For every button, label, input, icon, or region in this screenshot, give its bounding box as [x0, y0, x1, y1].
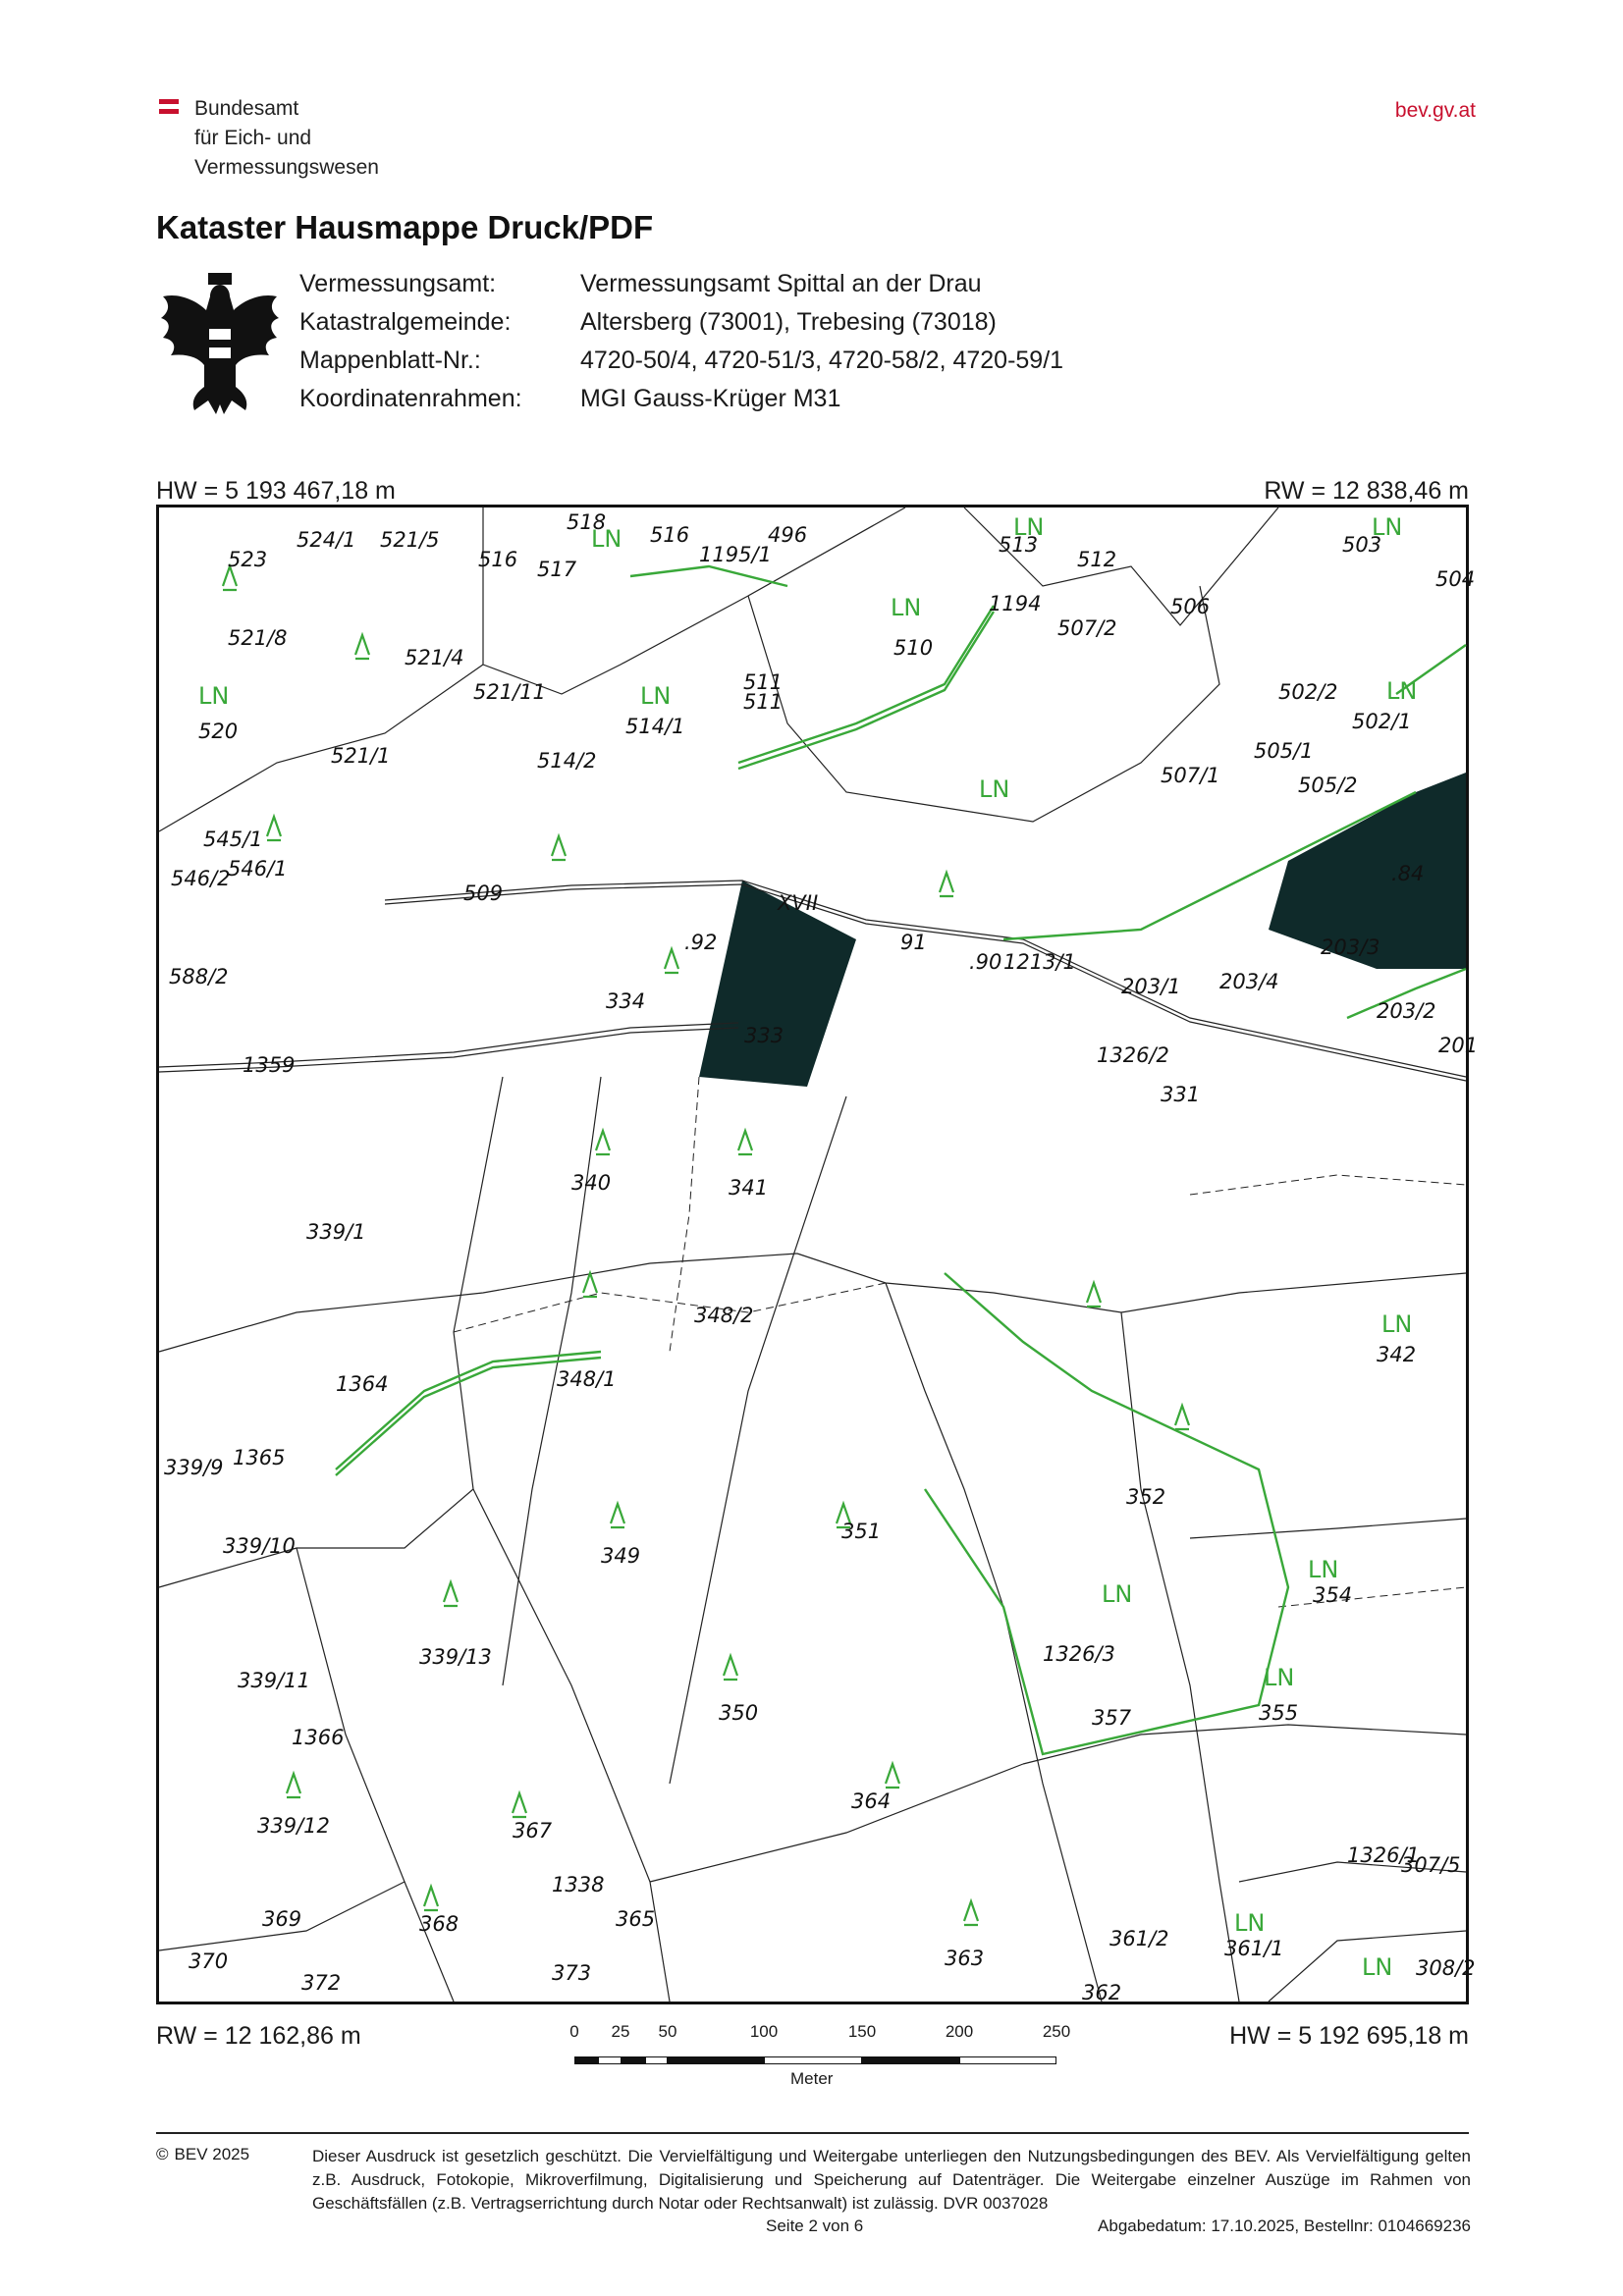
cadastral-map[interactable]: [156, 505, 1479, 2004]
coord-top-left: HW = 5 193 467,18 m: [156, 477, 396, 505]
parcel-label: 523: [228, 548, 268, 571]
ln-marker: LN: [1381, 1310, 1413, 1338]
parcel-label: 331: [1161, 1083, 1201, 1106]
parcel-label: 504: [1435, 567, 1476, 591]
copyright: [156, 2145, 249, 2164]
parcel-label: 354: [1313, 1583, 1353, 1607]
frame-value: MGI Gauss-Krüger M31: [580, 385, 841, 412]
agency-name-line3: Vermessungswesen: [194, 156, 379, 179]
parcel-label: 506: [1170, 595, 1211, 618]
parcel-label: 521/8: [228, 626, 288, 650]
parcel-label: 1326/1: [1347, 1843, 1420, 1867]
parcel-label: 308/2: [1416, 1956, 1476, 1980]
ln-marker: LN: [198, 682, 230, 710]
frame-label: Koordinatenrahmen:: [299, 385, 522, 412]
parcel-label: 365: [616, 1907, 656, 1931]
scale-tick: 100: [749, 2022, 779, 2041]
parcel-label: XVII: [778, 891, 819, 915]
parcel-label: 512: [1077, 548, 1117, 571]
parcel-label: 352: [1126, 1485, 1166, 1509]
parcel-label: 507/2: [1057, 616, 1117, 640]
parcel-label: 362: [1082, 1981, 1122, 2004]
parcel-label: 502/1: [1352, 710, 1412, 733]
scale-tick: 0: [569, 2022, 579, 2041]
ln-marker: LN: [1372, 513, 1403, 541]
parcel-label: 516: [478, 548, 518, 571]
parcel-label: 351: [841, 1520, 882, 1543]
vegetation-symbols: [223, 566, 1189, 1925]
parcel-label: 364: [851, 1789, 892, 1813]
ln-marker: LN: [1386, 677, 1418, 705]
scale-tick: 150: [847, 2022, 877, 2041]
parcel-label: 339/10: [223, 1534, 296, 1558]
parcel-label: 546/2: [171, 867, 231, 890]
ln-marker: LN: [1264, 1664, 1295, 1691]
parcel-label: 588/2: [169, 965, 229, 988]
parcel-label: 1359: [243, 1053, 296, 1077]
parcel-label: 545/1: [203, 828, 263, 851]
parcel-label: 502/2: [1278, 680, 1338, 704]
parcel-label: 1195/1: [699, 543, 772, 566]
parcel-label: 507/1: [1161, 764, 1220, 787]
ln-marker: LN: [1102, 1580, 1133, 1608]
parcel-label: 361/2: [1109, 1927, 1169, 1950]
parcel-label: 361/1: [1224, 1937, 1284, 1960]
ln-marker: LN: [591, 525, 622, 553]
parcel-label: 339/11: [238, 1669, 310, 1692]
coord-bottom-left: RW = 12 162,86 m: [156, 2022, 361, 2050]
parcel-label: 503: [1342, 533, 1382, 557]
scale-tick: 200: [945, 2022, 974, 2041]
parcel-label: 367: [513, 1819, 553, 1842]
parcel-label: 1194: [989, 592, 1042, 615]
parcel-label: 363: [945, 1947, 985, 1970]
dashed-boundaries: [454, 1077, 1466, 1607]
scale-tick: 250: [1042, 2022, 1071, 2041]
parcel-label: 1338: [552, 1873, 605, 1896]
sheet-value: 4720-50/4, 4720-51/3, 4720-58/2, 4720-59/1: [580, 347, 1064, 374]
parcel-label: 339/1: [306, 1220, 366, 1244]
land-use-markers: [198, 513, 1417, 1981]
coord-bottom-right: HW = 5 192 695,18 m: [1229, 2022, 1469, 2050]
parcel-label: 368: [419, 1912, 460, 1936]
office-label: Vermessungsamt:: [299, 270, 497, 297]
parcel-label: 1365: [233, 1446, 286, 1469]
parcel-label: 517: [537, 558, 577, 581]
scale-tick: 25: [611, 2022, 630, 2041]
map-canvas: [159, 507, 1479, 2004]
parcel-label: 355: [1259, 1701, 1299, 1725]
metadata-table: [299, 265, 1063, 418]
parcel-label: 342: [1377, 1343, 1417, 1366]
parcel-label: 340: [571, 1171, 612, 1195]
municipality-label: Katastralgemeinde:: [299, 308, 512, 336]
municipality-value: Altersberg (73001), Trebesing (73018): [580, 308, 997, 336]
parcel-label: 357: [1092, 1706, 1132, 1730]
parcel-label: 513: [999, 533, 1039, 557]
parcel-label: 520: [198, 720, 239, 743]
legal-notice: Dieser Ausdruck ist gesetzlich geschützt. Die Vervielfältigung und Weitergabe unterliegen den Nutzungsbedingungen des BEV. Als Vervielfältigung gelten z.B. Ausdruck, Fotokopie, Mikroverfilmung, Digitalisierung und Speicherung auf Datenträger. Die Weitergabe einzelner Auszüge im Rahmen von Geschäftsfällen (z.B. Vertragserrichtung durch Notar oder Rechtsanwalt) ist zulässig. DVR 0037028: [312, 2147, 1471, 2213]
parcel-label: 521/1: [331, 744, 391, 768]
order-info: Abgabedatum: 17.10.2025, Bestellnr: 0104669236: [1098, 2216, 1471, 2235]
parcel-boundaries: [159, 507, 1466, 2002]
parcel-label: 203/1: [1121, 975, 1181, 998]
parcel-label: 348/1: [557, 1367, 617, 1391]
ln-marker: LN: [640, 682, 672, 710]
website-link[interactable]: bev.gv.at: [1394, 99, 1476, 122]
parcel-label: 333: [744, 1024, 784, 1047]
copyright-icon: ©: [156, 2145, 169, 2163]
parcel-label: 1326/3: [1043, 1642, 1115, 1666]
parcel-label: 509: [463, 881, 504, 905]
parcel-label: 521/4: [405, 646, 464, 669]
ln-marker: LN: [1013, 513, 1045, 541]
parcel-label: 496: [768, 523, 808, 547]
scale-unit: Meter: [790, 2069, 834, 2088]
parcel-label: 203/2: [1377, 999, 1436, 1023]
parcel-label: 373: [552, 1961, 592, 1985]
agency-name-line1: Bundesamt: [194, 97, 299, 120]
parcel-label: 348/2: [694, 1304, 754, 1327]
coord-top-right: RW = 12 838,46 m: [1264, 477, 1469, 505]
coat-of-arms-icon: [157, 267, 283, 416]
parcel-label: .90: [969, 950, 1002, 974]
ln-marker: LN: [891, 594, 922, 621]
scale-bar: [569, 2022, 1071, 2101]
parcel-label: .84: [1391, 862, 1425, 885]
parcel-label: 349: [601, 1544, 641, 1568]
parcel-label: 505/2: [1298, 774, 1358, 797]
parcel-label: 521/11: [473, 680, 546, 704]
ln-marker: LN: [1308, 1556, 1339, 1583]
parcel-label: 339/9: [164, 1456, 224, 1479]
parcel-label: 1213/1: [1003, 950, 1076, 974]
parcel-label: 341: [729, 1176, 769, 1200]
parcel-label: 203/4: [1219, 970, 1279, 993]
footer-divider: [156, 2132, 1469, 2134]
agency-logo-text: [194, 94, 379, 183]
ln-marker: LN: [979, 775, 1010, 803]
parcel-label: 516: [650, 523, 690, 547]
parcel-label: 372: [301, 1971, 342, 1995]
parcel-label: 518: [567, 510, 607, 534]
parcel-label: 203/3: [1321, 935, 1380, 959]
parcel-label: 524/1: [297, 528, 356, 552]
parcel-label: 505/1: [1254, 739, 1314, 763]
parcel-label: 91: [900, 931, 927, 954]
scale-tick: 50: [658, 2022, 677, 2041]
sheet-label: Mappenblatt-Nr.:: [299, 347, 481, 374]
page-number: Seite 2 von 6: [766, 2216, 864, 2235]
parcel-label: 521/5: [380, 528, 440, 552]
parcel-label: 339/13: [419, 1645, 492, 1669]
parcel-label: 307/5: [1401, 1853, 1461, 1877]
agency-name-line2: für Eich- und: [194, 127, 312, 149]
parcel-label: 514/1: [625, 715, 685, 738]
parcel-label: 1364: [336, 1372, 389, 1396]
ln-marker: LN: [1362, 1953, 1393, 1981]
parcel-label: 510: [893, 636, 934, 660]
parcel-label: 334: [606, 989, 646, 1013]
parcel-label: 511: [743, 670, 784, 694]
parcel-label: 1326/2: [1097, 1043, 1169, 1067]
copyright-text: BEV 2025: [174, 2145, 250, 2163]
parcel-label: 369: [262, 1907, 302, 1931]
parcel-label: 370: [189, 1949, 229, 1973]
parcel-label: 514/2: [537, 749, 597, 773]
parcel-label: 1366: [292, 1726, 345, 1749]
parcel-label: 339/12: [257, 1814, 330, 1838]
parcel-label: .92: [684, 931, 718, 954]
parcel-label: 201: [1438, 1034, 1479, 1057]
office-value: Vermessungsamt Spittal an der Drau: [580, 270, 982, 297]
parcel-label: 511: [743, 690, 784, 714]
parcel-label: 546/1: [228, 857, 288, 881]
parcel-label: 350: [719, 1701, 759, 1725]
page-title: Kataster Hausmappe Druck/PDF: [156, 209, 654, 245]
ln-marker: LN: [1234, 1909, 1266, 1937]
austria-flag-icon: [159, 99, 179, 114]
